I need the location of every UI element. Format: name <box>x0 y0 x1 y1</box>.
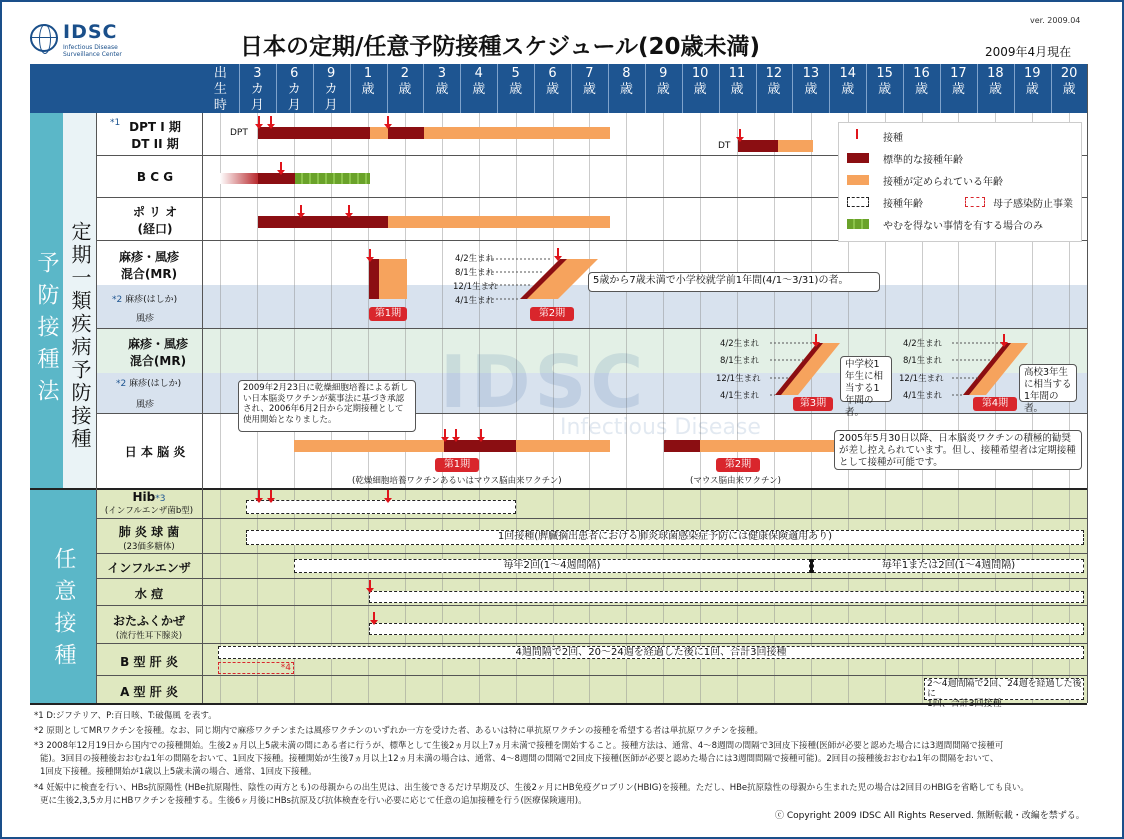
age-column-text: 3 <box>437 66 446 81</box>
je-label: 日 本 脳 炎 <box>124 445 186 459</box>
age-column-text: 14 <box>839 66 857 81</box>
birth-label: 4/2生まれ <box>720 339 760 349</box>
dpt-label-1: DPT I 期 <box>129 120 181 134</box>
legend-standard-text: 標準的な接種年齢 <box>883 155 963 166</box>
mr2-label-2: 混合(MR) <box>129 354 187 368</box>
age-column-text: 9 <box>327 66 336 81</box>
hepb-mother-child-bar <box>218 662 294 674</box>
idsc-logo <box>30 21 160 58</box>
dpt-standard-bar-2 <box>388 127 424 139</box>
header-divider <box>866 64 867 113</box>
je-period2-badge: 第2期 <box>716 458 760 472</box>
polio-allowed-bar <box>388 216 610 228</box>
legend-arrow-text: 接種 <box>883 133 903 144</box>
polio-standard-bar <box>258 216 388 228</box>
age-column-header <box>543 66 563 98</box>
age-column-header <box>653 66 673 98</box>
dose-arrow <box>369 249 371 259</box>
header-divider <box>534 64 535 113</box>
age-column-header <box>284 66 304 114</box>
mr-period2-badge: 第2期 <box>530 307 574 321</box>
age-column-text: 歳 <box>988 82 1002 97</box>
flu-label: インフルエンザ <box>107 561 191 575</box>
varicella-label: 水 痘 <box>134 587 164 601</box>
age-column-text: 12 <box>765 66 783 81</box>
age-column-text: 歳 <box>1025 82 1039 97</box>
mr1-standard-bar <box>369 259 379 299</box>
header-divider <box>350 64 351 113</box>
legend-allowed-text: 接種が定められている年齢 <box>883 177 1003 188</box>
age-column-text: 歳 <box>435 82 449 97</box>
footnote-1: *1 D:ジフテリア、P:百日咳、T:破傷風 を表す。 <box>34 711 217 721</box>
header-divider <box>645 64 646 113</box>
age-column-text: 18 <box>987 66 1004 81</box>
legend-dashed-swatch <box>847 197 869 207</box>
dose-arrow <box>387 116 389 126</box>
dt-standard-bar <box>738 140 778 152</box>
age-column-text: 歳 <box>878 82 892 97</box>
footnote-mark-3: *3 <box>155 494 166 504</box>
je2-allowed-bar <box>700 440 834 452</box>
mr2-measles-label <box>116 376 202 389</box>
birth-label: 4/1生まれ <box>903 391 943 401</box>
dose-arrow <box>1003 334 1005 344</box>
je2-standard-bar <box>664 440 700 452</box>
section-routine-sublabel: 定期一類疾病予防接種 <box>63 113 96 488</box>
measles-text-2: 麻疹(はしか) <box>129 379 182 389</box>
dose-arrow <box>258 490 260 500</box>
age-column-header <box>506 66 526 98</box>
je1-allowed-bar-b <box>516 440 610 452</box>
age-column-text: 歳 <box>730 82 744 97</box>
legend-green-swatch <box>847 219 869 229</box>
mr2-label-1: 麻疹・風疹 <box>127 337 188 351</box>
birth-label: 8/1生まれ <box>720 356 760 366</box>
age-column-header <box>875 66 895 98</box>
mumps-dashed-bar <box>369 623 1084 635</box>
age-column-text: 17 <box>950 66 967 81</box>
watermark: IDSC <box>440 340 648 424</box>
mr-period4-badge: 第4期 <box>973 397 1017 411</box>
dt-allowed-bar <box>778 140 813 152</box>
age-column-text: 歳 <box>472 82 486 97</box>
dpt-allowed-bar-2 <box>424 127 610 139</box>
legend-arrow-icon <box>856 129 858 139</box>
globe-icon <box>30 24 58 52</box>
age-column-text: 9 <box>659 66 668 81</box>
dose-arrow <box>557 248 559 258</box>
header-divider <box>423 64 424 113</box>
age-column-header <box>469 66 489 98</box>
header-divider <box>940 64 941 113</box>
age-column-text: 8 <box>622 66 631 81</box>
footnote-4b: 更に生後2,3,5カ月にHBワクチンを接種する。生後6ヶ月後にHBs抗原及び抗体検査を行い必要に応じて任意の追加接種を行う(医療保険適用)。 <box>40 796 587 806</box>
watermark-sub: Infectious Disease <box>560 415 761 440</box>
hib-label-2: (インフルエンザ菌b型) <box>104 506 194 516</box>
age-column-text: 歳 <box>767 82 781 97</box>
legend-green-text: やむを得ない事情を有する場合のみ <box>883 221 1043 232</box>
age-column-header <box>247 66 267 114</box>
age-column-header <box>579 66 599 98</box>
age-column-header <box>801 66 821 98</box>
section-routine-label: 予防接種法 <box>30 113 63 488</box>
dose-arrow <box>300 205 302 215</box>
bcg-exception-bar <box>295 173 370 184</box>
grid-line <box>220 113 221 703</box>
hepa-text-1: 2〜4週間隔で2回、24週を経過した後に <box>927 679 1082 699</box>
logo-sub-2: Surveillance Center <box>63 51 122 58</box>
dose-arrow <box>270 490 272 500</box>
mr-period3-badge: 第3期 <box>793 397 833 411</box>
mr-rubella-label: 風疹 <box>136 314 155 324</box>
age-column-text: 1 <box>363 66 373 81</box>
dose-arrow <box>455 429 457 439</box>
age-column-header <box>616 66 636 98</box>
age-column-header <box>727 66 747 98</box>
dose-arrow <box>480 429 482 439</box>
dose-arrow <box>444 429 446 439</box>
polio-label <box>110 203 200 237</box>
age-column-text: 歳 <box>693 82 707 97</box>
birth-label: 12/1生まれ <box>899 374 944 384</box>
je1-allowed-bar-a <box>294 440 444 452</box>
birth-label: 4/2生まれ <box>455 254 495 264</box>
header-divider <box>571 64 572 113</box>
age-column-header <box>1022 66 1042 98</box>
age-column-header <box>912 66 932 98</box>
age-column-text: カ <box>324 82 338 97</box>
birth-label: 8/1生まれ <box>903 356 943 366</box>
dpt-label <box>110 118 200 152</box>
legend-mother-child-swatch <box>965 197 985 207</box>
je-note-1: (乾燥細胞培養ワクチンあるいはマウス脳由来ワクチン) <box>352 476 562 486</box>
age-column-text: 6 <box>548 66 557 81</box>
age-column-text: 月 <box>250 98 264 113</box>
age-column-text: 6 <box>290 66 299 81</box>
header-divider <box>460 64 461 113</box>
birth-label: 12/1生まれ <box>453 282 498 292</box>
age-column-text: 歳 <box>361 82 375 97</box>
age-column-header <box>358 66 378 98</box>
bcg-fade-bar <box>220 173 258 184</box>
legend-dashed-text: 接種年齢 <box>883 199 923 210</box>
age-column-text: 歳 <box>915 82 929 97</box>
dose-arrow <box>258 116 260 126</box>
age-column-header <box>838 66 858 98</box>
polio-label-2: (経口) <box>137 222 173 236</box>
header-divider <box>903 64 904 113</box>
footnote-4a: *4 妊娠中に検査を行い、HBs抗原陽性 (HBe抗原陽性、陰性の両方とも)の母親からの出生児は、出生後できるだけ早期及び、生後2ヶ月にHB免疫グロブリン(HBIG)を接種。ただし、HBe抗原陰性の母親から生まれた児の場合は2回目のHBIGを省略しても良い。 <box>34 783 1029 793</box>
header-divider <box>276 64 277 113</box>
birth-label: 4/1生まれ <box>455 296 495 306</box>
mr-label-1: 麻疹・風疹 <box>118 250 179 264</box>
birth-label: 4/2生まれ <box>903 339 943 349</box>
age-column-text: 歳 <box>582 82 596 97</box>
header-divider <box>387 64 388 113</box>
dpt-label-2: DT II 期 <box>131 137 179 151</box>
pneumo-label <box>96 523 202 552</box>
pneumo-label-1: 肺 炎 球 菌 <box>118 525 180 539</box>
mr-label <box>96 248 202 282</box>
birth-label: 8/1生まれ <box>455 268 495 278</box>
age-column-text: 歳 <box>398 82 412 97</box>
age-column-text: カ <box>250 82 264 97</box>
flu-dashed-bar-2: 毎年1または2回(1〜4週間隔) <box>813 559 1084 573</box>
mr-period1-badge: 第1期 <box>369 307 407 321</box>
hepa-label: A 型 肝 炎 <box>120 685 178 699</box>
birth-label: 12/1生まれ <box>716 374 761 384</box>
grid-line <box>737 113 738 703</box>
je-policy-callout: 2005年5月30日以降、日本脳炎ワクチンの積極的勧奨が差し控えられています。但し、接種希望者は定期接種として接種が可能です。 <box>834 430 1082 470</box>
dose-arrow <box>815 334 817 344</box>
section-voluntary-label: 任意接種 <box>30 488 96 703</box>
header-divider <box>682 64 683 113</box>
measles-text: 麻疹(はしか) <box>125 295 178 305</box>
pneumo-dashed-bar: 1回接種(脾臓摘出患者における肺炎球菌感染症予防には健康保険適用あり) <box>246 530 1084 545</box>
mr4-callout: 高校3年生に相当する1年間の者。 <box>1019 364 1077 402</box>
mr2-callout: 5歳から7歳未満で小学校就学前1年間(4/1〜3/31)の者。 <box>588 272 880 292</box>
header-divider <box>313 64 314 113</box>
je-period1-badge: 第1期 <box>435 458 479 472</box>
dose-arrow <box>373 612 375 622</box>
dose-arrow <box>369 580 371 590</box>
grid-line <box>663 113 664 703</box>
age-column-text: 出 <box>213 66 227 81</box>
dose-arrow <box>348 205 350 215</box>
bcg-label: B C G <box>136 170 174 184</box>
age-column-text: 19 <box>1023 66 1041 81</box>
mr-measles-label <box>112 292 202 305</box>
age-column-text: 歳 <box>1062 82 1076 97</box>
age-column-text: 5 <box>511 66 520 81</box>
age-column-header <box>985 66 1005 98</box>
footnote-3a: *3 2008年12月19日から国内での接種開始。生後2ヵ月以上5歳未満の間にある者に行うが、標準として生後2ヵ月以上7ヵ月未満で接種を開始すること。接種方法は、通常、4〜8週間の間隔で3回皮下接種(医師が必要と認めた場合には3週間間隔で接種可 <box>34 741 1004 751</box>
age-column-text: 4 <box>474 66 483 81</box>
grid-line <box>700 113 701 703</box>
footnote-mark-2b: *2 <box>116 379 127 389</box>
footnote-2: *2 原則としてMRワクチンを接種。なお、同じ期内で麻疹ワクチンまたは風疹ワクチンのいずれか一方を受けた者、あるいは特に単抗原ワクチンの接種を希望する者は単抗原ワクチンを接種。 <box>34 726 763 736</box>
legend-mother-child-text: 母子感染防止事業 <box>993 199 1073 210</box>
age-column-text: 歳 <box>841 82 855 97</box>
age-column-text: 11 <box>728 66 746 81</box>
header-divider <box>756 64 757 113</box>
age-column-header <box>432 66 452 98</box>
age-column-text: 2 <box>400 66 410 81</box>
age-column-text: 歳 <box>804 82 818 97</box>
polio-label-1: ポ リ オ <box>132 205 178 219</box>
hib-label <box>96 490 202 516</box>
dose-arrow <box>280 162 282 172</box>
age-column-text: 歳 <box>546 82 560 97</box>
age-column-text: 時 <box>213 98 227 113</box>
age-column-text: 生 <box>213 82 227 97</box>
age-column-text: 月 <box>287 98 301 113</box>
legend <box>838 122 1082 242</box>
age-column-text: カ <box>287 82 301 97</box>
header-divider <box>719 64 720 113</box>
age-column-text: 3 <box>253 66 262 81</box>
logo-text: IDSC <box>63 21 118 43</box>
footnote-mark-2: *2 <box>112 295 123 305</box>
je-note-2: (マウス脳由来ワクチン) <box>690 476 781 486</box>
header-divider <box>829 64 830 113</box>
logo-sub-1: Infectious Disease <box>63 44 118 51</box>
version-label: ver. 2009.04 <box>1030 16 1081 25</box>
age-column-text: 20 <box>1060 66 1078 81</box>
header-divider <box>497 64 498 113</box>
hib-dashed-bar <box>246 500 516 514</box>
dose-arrow <box>739 129 741 139</box>
mumps-label <box>96 612 202 641</box>
age-column-text: 16 <box>913 66 930 81</box>
mr2-rubella-label: 風疹 <box>136 400 155 410</box>
age-column-text: 歳 <box>951 82 965 97</box>
age-column-text: 歳 <box>656 82 670 97</box>
hepa-dashed-bar <box>924 678 1084 709</box>
dose-arrow <box>387 490 389 500</box>
je-new-vaccine-callout: 2009年2月23日に乾燥細胞培養による新しい日本脳炎ワクチンが薬事法に基づき承認され、2006年6月2日から定期接種として使用開始となりました。 <box>238 380 416 432</box>
age-column-text: 7 <box>585 66 594 81</box>
hib-label-1: Hib <box>132 490 156 504</box>
age-column-header <box>764 66 784 98</box>
age-column-text: 10 <box>691 66 709 81</box>
age-column-text: 13 <box>802 66 820 81</box>
age-column-header <box>395 66 415 98</box>
birth-label: 4/1生まれ <box>720 391 760 401</box>
dose-arrow <box>270 116 272 126</box>
as-of-date: 2009年4月現在 <box>985 45 1072 59</box>
age-column-text: 15 <box>876 66 893 81</box>
age-column-text: 歳 <box>509 82 523 97</box>
age-column-header <box>948 66 968 98</box>
footnote-3b: 能)。3回目の接種後おおむね1年の間隔をおいて、1回皮下接種。接種開始が生後7ヵ月以上12ヵ月未満の場合は、通常、4〜8週間の間隔で2回皮下接種(医師が必要と認めた場合には3週間間隔で接種可能)。2回目の接種後おおむね1年の間隔をおいて、 <box>40 754 999 764</box>
hepa-text-2: 1回、合計3回接種 <box>927 699 1002 709</box>
pneumo-label-2: (23価多糖体) <box>123 542 175 552</box>
flu-dashed-bar-1: 毎年2回(1〜4週間隔) <box>294 559 810 573</box>
legend-standard-swatch <box>847 153 869 163</box>
age-column-header <box>321 66 341 114</box>
mr3-callout: 中学校1年生に相当する1年間の者。 <box>840 356 892 402</box>
footnote-3c: 1回皮下接種。接種開始が1歳以上5歳未満の場合、通常、1回皮下接種。 <box>40 767 317 777</box>
header-divider <box>792 64 793 113</box>
header-divider <box>1014 64 1015 113</box>
header-divider <box>1051 64 1052 113</box>
header-divider <box>608 64 609 113</box>
hepb-dashed-bar: 4週間隔で2回、20〜24週を経過した後に1回、合計3回接種 <box>218 646 1084 659</box>
mr2-label <box>114 335 202 369</box>
mr-label-2: 混合(MR) <box>120 267 178 281</box>
header-divider <box>977 64 978 113</box>
copyright: ⓒ Copyright 2009 IDSC All Rights Reserved. 無断転載・改編を禁ずる。 <box>775 811 1085 821</box>
hepb-label: B 型 肝 炎 <box>120 655 178 669</box>
age-column-header <box>690 66 710 98</box>
mumps-label-1: おたふくかぜ <box>112 614 185 628</box>
footnote-mark-1: *1 <box>110 118 121 128</box>
page-title: 日本の定期/任意予防接種スケジュール(20歳未満) <box>240 34 761 60</box>
age-column-text: 月 <box>324 98 338 113</box>
header-divider <box>239 64 240 113</box>
legend-allowed-swatch <box>847 175 869 185</box>
dt-bar-label: DT <box>718 141 731 151</box>
age-column-header <box>210 66 230 114</box>
mumps-label-2: (流行性耳下腺炎) <box>115 631 183 641</box>
varicella-dashed-bar <box>369 591 1084 603</box>
age-column-header <box>1059 66 1079 98</box>
dpt-bar-label: DPT <box>230 128 248 138</box>
footnote-mark-4: *4 <box>280 663 291 673</box>
age-column-text: 歳 <box>619 82 633 97</box>
age-header <box>30 64 1087 113</box>
